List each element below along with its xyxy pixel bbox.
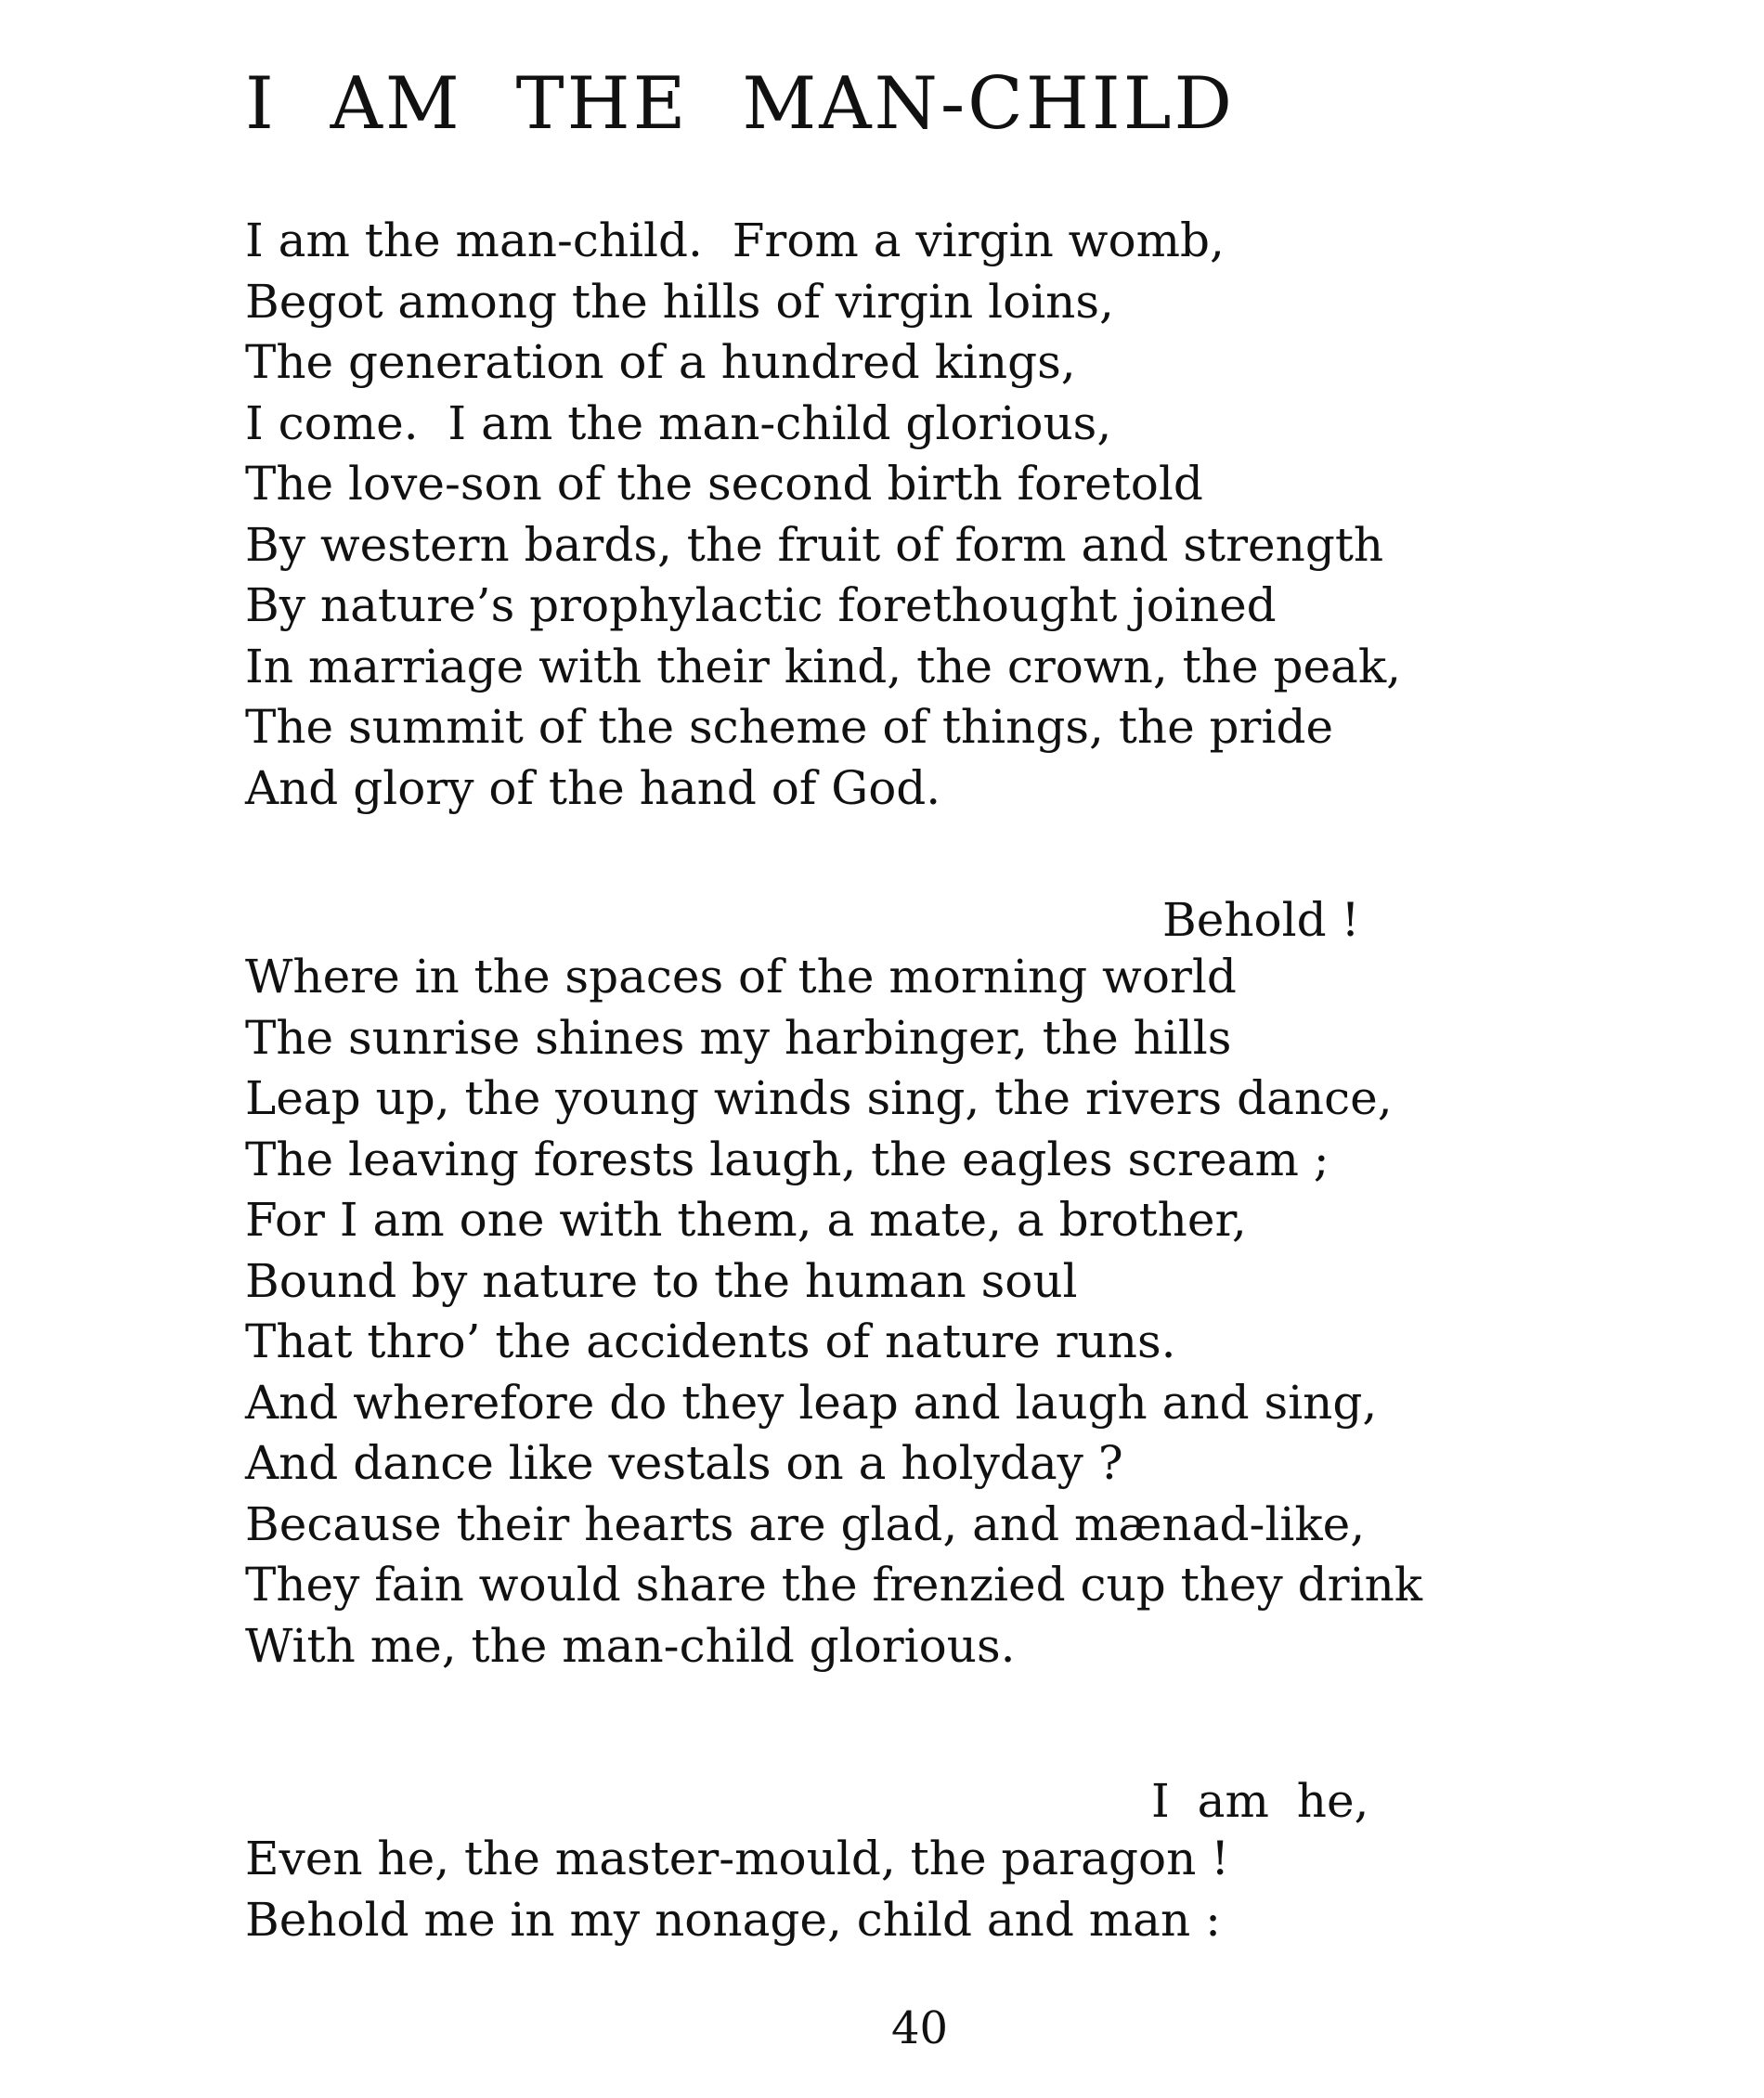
poem-line: Even he, the master-mould, the paragon !	[245, 1832, 1230, 1885]
poem-line: And glory of the hand of God.	[245, 760, 941, 815]
poem-line: Bound by nature to the human soul	[245, 1253, 1078, 1308]
poem-line: In marriage with their kind, the crown, the peak,	[245, 639, 1402, 693]
poem-line: And dance like vestals on a holyday ?	[245, 1436, 1123, 1490]
poem-line: Begot among the hills of virgin loins,	[245, 274, 1114, 329]
poem-title: I AM THE MAN-CHILD	[245, 62, 1236, 146]
indented-line-behold: Behold !	[1162, 893, 1360, 947]
poem-line: The summit of the scheme of things, the pride	[245, 700, 1334, 754]
poem-line: Because their hearts are glad, and mænad-like,	[245, 1496, 1366, 1551]
stanza-3	[245, 1829, 1229, 1950]
stanza-2	[245, 947, 1422, 1677]
poem-line: The sunrise shines my harbinger, the hills	[245, 1010, 1232, 1065]
page-number: 40	[891, 2002, 949, 2054]
poem-line: The leaving forests laugh, the eagles scream ;	[245, 1132, 1329, 1186]
poem-line: The generation of a hundred kings,	[245, 335, 1076, 389]
poem-line: Leap up, the young winds sing, the rivers dance,	[245, 1071, 1393, 1125]
poem-line: With me, the man-child glorious.	[245, 1618, 1016, 1673]
poem-line: And wherefore do they leap and laugh and sing,	[245, 1375, 1378, 1430]
poem-line: I come. I am the man-child glorious,	[245, 395, 1112, 450]
poem-line: Where in the spaces of the morning world	[245, 950, 1237, 1004]
poem-line: Behold me in my nonage, child and man :	[245, 1892, 1221, 1947]
stanza-1	[245, 211, 1401, 819]
poem-line: The love-son of the second birth foretold	[245, 457, 1203, 511]
poem-line: That thro’ the accidents of nature runs.	[245, 1314, 1176, 1368]
indented-line-i-am-he: I am he,	[1151, 1774, 1369, 1828]
poem-line: By nature’s prophylactic forethought joined	[245, 578, 1277, 632]
poem-line: By western bards, the fruit of form and strength	[245, 517, 1384, 572]
poem-line: I am the man-child. From a virgin womb,	[245, 214, 1225, 267]
poem-line: For I am one with them, a mate, a brother,	[245, 1193, 1247, 1247]
poem-line: They fain would share the frenzied cup they drink	[245, 1558, 1423, 1612]
